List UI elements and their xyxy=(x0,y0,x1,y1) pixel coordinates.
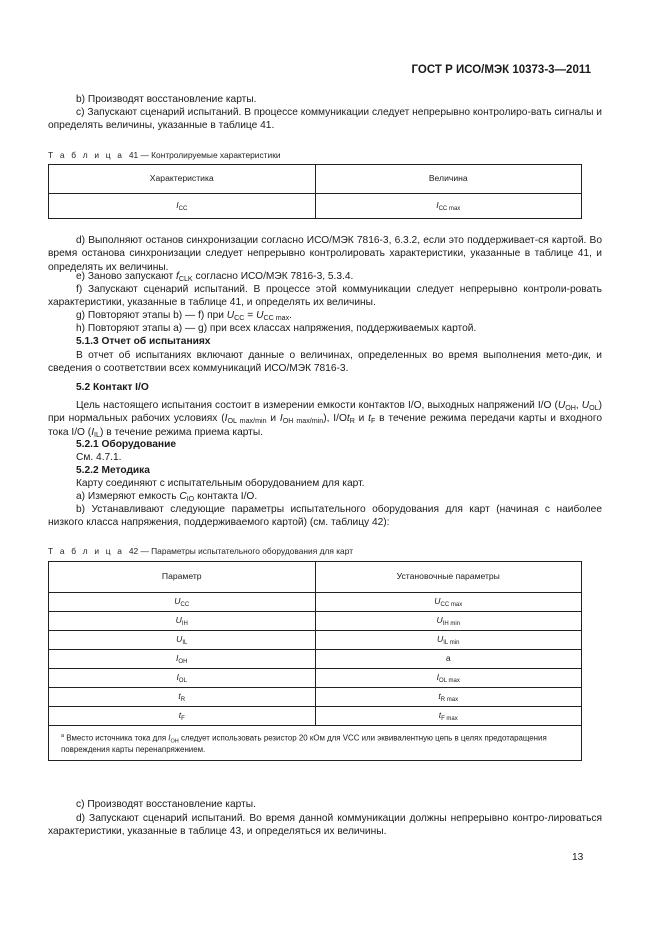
step-g: g) Повторяют этапы b) — f) при $U_{CC} = U_{CC max}$. xyxy=(76,310,293,322)
report-paragraph: В отчет об испытаниях включают данные о величинах, определенных во время выполнения мето-дик, и сведения о соответствии всех коммуникаций ИСО/МЭК 7816-3. xyxy=(48,350,602,375)
table-42-parameter-cell: $U_{IL}$ xyxy=(49,631,316,650)
table-42-setting-cell: $t_{R max}$ xyxy=(315,688,582,707)
table-42-setting-cell: $t_{F max}$ xyxy=(315,707,582,726)
table-42-parameter-cell: $t_R$ xyxy=(49,688,316,707)
table-41-header-value: Величина xyxy=(315,165,582,194)
table-41-caption: Т а б л и ц а 41 — Контролируемые характеристики xyxy=(48,150,281,160)
table-row xyxy=(49,688,582,707)
table-41 xyxy=(48,164,582,219)
step-f: f) Запускают сценарий испытаний. В процессе этой коммуникации следует непрерывно контроли-ровать характеристики, указанные в таблице 41, и определять их величины. xyxy=(48,284,602,309)
table-42-parameter-cell: $I_{OL}$ xyxy=(49,669,316,688)
table-41-cell: $I_{CC}$ xyxy=(49,194,316,219)
table-row xyxy=(49,612,582,631)
table-42-setting-cell: $U_{IL min}$ xyxy=(315,631,582,650)
method-step-b: b) Устанавливают следующие параметры испытательного оборудования для карт (начиная с наиболее низкого класса напряжения, поддерживаемого картой) (см. таблицу 42): xyxy=(48,504,602,529)
table-41-cell: $I_{CC max}$ xyxy=(315,194,582,219)
table-41-header-characteristic: Характеристика xyxy=(49,165,316,194)
step-c: c) Запускают сценарий испытаний. В процессе коммуникации следует непрерывно контролиро-вать сигналы и определять величины, указанные в таблице 41. xyxy=(48,107,602,132)
table-42-header-parameter: Параметр xyxy=(49,562,316,593)
step-h: h) Повторяют этапы a) — g) при всех классах напряжения, поддерживаемых картой. xyxy=(76,323,477,334)
page-number: 13 xyxy=(572,852,584,863)
table-42-parameter-cell: $I_{OH}$ xyxy=(49,650,316,669)
heading-5-2-2: 5.2.2 Методика xyxy=(76,465,150,476)
method-step-a: a) Измеряют емкость $C_{IO}$ контакта I/O. xyxy=(76,491,258,503)
heading-5-2-1: 5.2.1 Оборудование xyxy=(76,439,176,450)
table-row xyxy=(49,669,582,688)
step-b: b) Производят восстановление карты. xyxy=(76,94,257,105)
step-d-2: d) Запускают сценарий испытаний. Во время данной коммуникации должны непрерывно контро-лироваться характеристики, указанные в таблице 43, и определяться их величины. xyxy=(48,813,602,838)
table-row xyxy=(49,707,582,726)
table-42-parameter-cell: $U_{IH}$ xyxy=(49,612,316,631)
table-42-setting-cell: $I_{OL max}$ xyxy=(315,669,582,688)
step-e: e) Заново запускают $f_{CLK}$ согласно ИСО/МЭК 7816-3, 5.3.4. xyxy=(76,271,354,283)
equipment-ref: См. 4.7.1. xyxy=(76,452,122,463)
heading-5-2: 5.2 Контакт I/O xyxy=(76,382,149,393)
step-d: d) Выполняют останов синхронизации согласно ИСО/МЭК 7816-3, 6.3.2, если это поддерживает-ся картой. Во время останова синхронизации следует непрерывно контролировать характеристики, указанные в таблице 41, и определять их величины. xyxy=(48,235,602,273)
document-header: ГОСТ Р ИСО/МЭК 10373-3—2011 xyxy=(411,64,591,76)
step-c-2: c) Производят восстановление карты. xyxy=(76,799,256,810)
method-intro: Карту соединяют с испытательным оборудованием для карт. xyxy=(76,478,365,489)
table-42-parameter-cell: $U_{CC}$ xyxy=(49,593,316,612)
table-row xyxy=(49,593,582,612)
heading-5-1-3: 5.1.3 Отчет об испытаниях xyxy=(76,336,211,347)
table-42-parameter-cell: $t_F$ xyxy=(49,707,316,726)
table-row xyxy=(49,650,582,669)
table-row xyxy=(49,631,582,650)
table-42-header-settings: Установочные параметры xyxy=(315,562,582,593)
table-42-setting-cell: $U_{CC max}$ xyxy=(315,593,582,612)
table-42-footnote: $^a$ Вместо источника тока для $I_{OH}$ следует использовать резистор 20 кОм для VCC или эквивалентную цепь в целях предотаращения повреждения карты перенапряжением. xyxy=(49,726,582,761)
table-42-setting-cell: $U_{IH min}$ xyxy=(315,612,582,631)
table-42-caption: Т а б л и ц а 42 — Параметры испытательного оборудования для карт xyxy=(48,546,354,556)
purpose-paragraph: Цель настоящего испытания состоит в измерении емкости контактов I/O, выходных напряжений I/O ($U_{OH}$, $U_{OL}$) при нормальных рабочих условиях ($I_{OL max/min}$ и $I_{OH max/min}$), $I/Ot_R$ и $t_F$ в течение режима передачи карты и входного тока I/O $(I_{IL})$ в течение режима приема карты. xyxy=(48,400,602,439)
table-42 xyxy=(48,561,582,761)
table-42-setting-cell: a xyxy=(315,650,582,669)
